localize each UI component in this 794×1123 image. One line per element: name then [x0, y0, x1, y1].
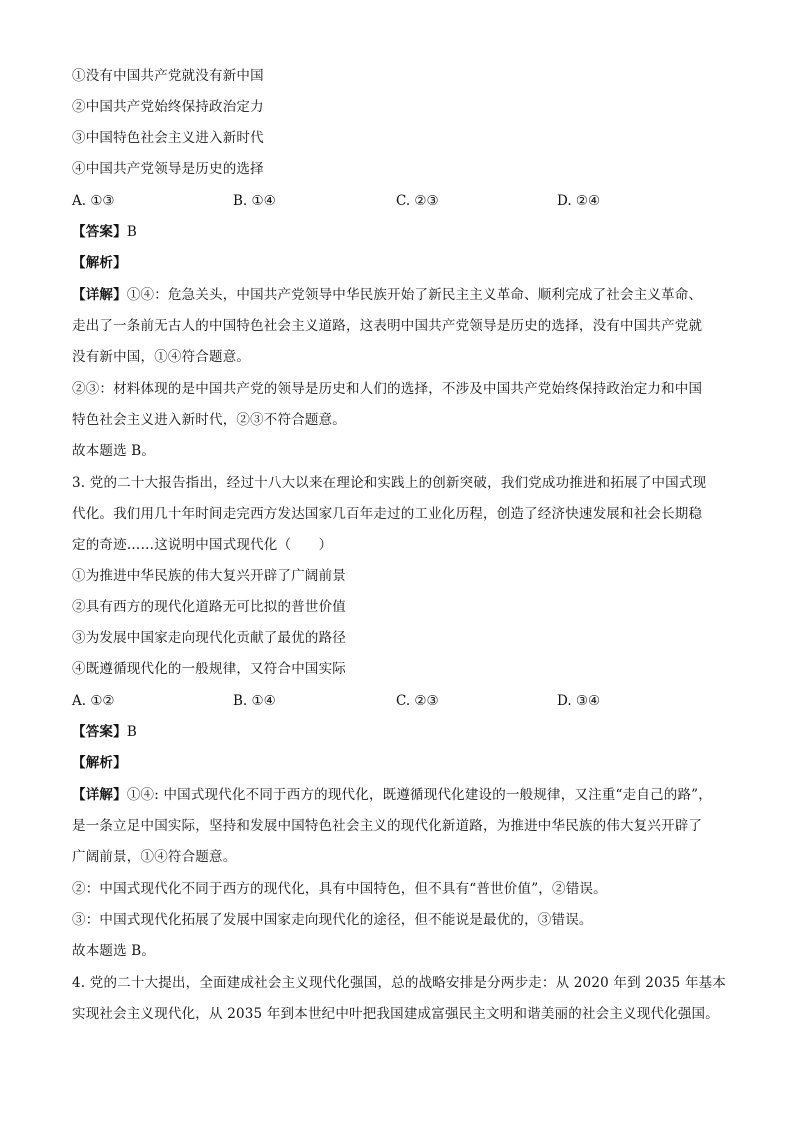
q2-item-2: ②中国共产党始终保持政治定力: [72, 99, 264, 115]
q4-stem-line-2: 实现社会主义现代化，从 2035 年到本世纪中叶把我国建成富强民主文明和谐美丽的社会主义现代化强国。: [72, 1006, 719, 1022]
q2-conclusion: 故本题选 B。: [72, 443, 156, 459]
q3-detail-line-2: 是一条立足中国实际，坚持和发展中国特色社会主义的现代化新道路，为推进中华民族的伟大复兴开辟了: [72, 818, 703, 834]
q3-detail-line-3: 广阔前景，①④符合题意。: [72, 849, 237, 865]
detail-tag: 【详解】: [72, 787, 127, 803]
q2-detail2-line-1: ②③：材料体现的是中国共产党的领导是历史和人们的选择，不涉及中国共产党始终保持政治定力和中国: [72, 381, 703, 397]
q3-answer: [72, 722, 742, 742]
q3-item-2: ②具有西方的现代化道路无可比拟的普世价值: [72, 599, 346, 615]
q3-analysis-tag: 【解析】: [72, 755, 127, 771]
detail-tag: 【详解】: [72, 287, 127, 303]
q3-stem-line-2: 代化。我们用几十年时间走完西方发达国家几百年走过的工业化历程，创造了经济快速发展和社会长期稳: [72, 506, 703, 522]
q2-detail-line-2: 走出了一条前无古人的中国特色社会主义道路，这表明中国共产党领导是历史的选择，没有中国共产党就: [72, 318, 703, 334]
q3-detail2: ②：中国式现代化不同于西方的现代化，具有中国特色，但不具有“普世价值”，②错误。: [72, 881, 607, 897]
q2-detail-line-3: 没有新中国，①④符合题意。: [72, 349, 251, 365]
q3-conclusion: 故本题选 B。: [72, 943, 156, 959]
answer-value: B: [126, 224, 137, 240]
q4-stem-line-1: 4. 党的二十大提出，全面建成社会主义现代化强国，总的战略安排是分两步走：从 2020 年到 2035 年基本: [72, 975, 727, 991]
q3-detail3: ③：中国式现代化拓展了发展中国家走向现代化的途径，但不能说是最优的，③错误。: [72, 912, 593, 928]
q3-option-b: B. ①④: [233, 693, 276, 709]
q2-option-b: B. ①④: [233, 193, 276, 209]
q2-item-3: ③中国特色社会主义进入新时代: [72, 130, 264, 146]
q2-option-c: C. ②③: [396, 193, 439, 209]
q2-item-1: ①没有中国共产党就没有新中国: [72, 68, 264, 84]
q2-option-d: D. ②④: [557, 193, 601, 209]
q3-stem-line-1: 3. 党的二十大报告指出，经过十八大以来在理论和实践上的创新突破，我们党成功推进和拓展了中国式现: [72, 475, 707, 491]
detail-text: ①④：危急关头，中国共产党领导中华民族开始了新民主主义革命、顺利完成了社会主义革命、: [126, 287, 703, 303]
q3-item-3: ③为发展中国家走向现代化贡献了最优的路径: [72, 630, 346, 646]
detail-text: ①④: 中国式现代化不同于西方的现代化，既遵循现代化建设的一般规律，又注重“走自己的路”，: [126, 787, 712, 803]
q3-option-c: C. ②③: [396, 693, 439, 709]
answer-tag: 【答案】: [72, 724, 127, 740]
q2-detail-line-1: [72, 285, 742, 305]
q2-answer: [72, 222, 742, 242]
q3-item-1: ①为推进中华民族的伟大复兴开辟了广阔前景: [72, 568, 346, 584]
answer-tag: 【答案】: [72, 224, 127, 240]
q2-analysis-tag: 【解析】: [72, 255, 127, 271]
q2-item-4: ④中国共产党领导是历史的选择: [72, 161, 264, 177]
answer-value: B: [126, 724, 137, 740]
q3-stem-line-3: 定的奇迹……这说明中国式现代化（ ）: [72, 537, 333, 553]
q3-item-4: ④既遵循现代化的一般规律，又符合中国实际: [72, 661, 346, 677]
q3-option-d: D. ③④: [557, 693, 601, 709]
q2-detail2-line-2: 特色社会主义进入新时代，②③不符合题意。: [72, 412, 346, 428]
q2-option-a: A. ①③: [72, 193, 115, 209]
q3-option-a: A. ①②: [72, 693, 115, 709]
q3-detail-line-1: [72, 785, 742, 805]
